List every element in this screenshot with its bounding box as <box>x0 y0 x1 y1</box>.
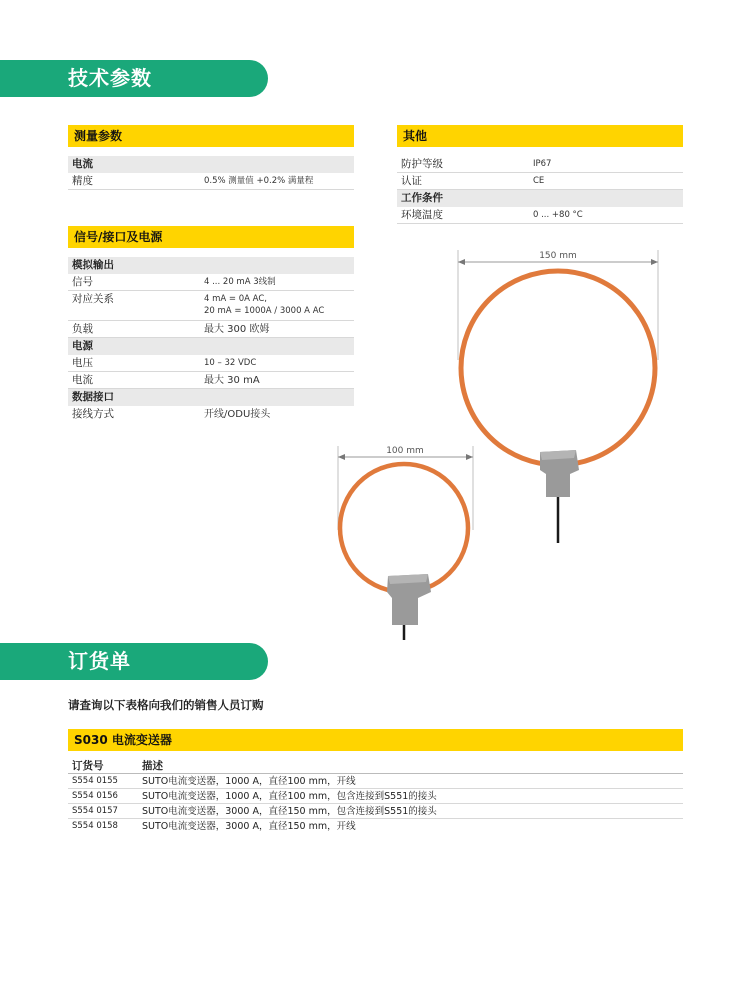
large-sensor-head <box>540 450 579 497</box>
protection-label: 防护等级 <box>401 158 443 170</box>
measure-header: 测量参数 <box>68 125 354 147</box>
accuracy-value: 0.5% 测量值 +0.2% 满量程 <box>204 176 314 186</box>
signal-header: 信号/接口及电源 <box>68 226 354 248</box>
table-row <box>68 789 683 804</box>
relation-label: 对应关系 <box>72 293 114 305</box>
order-code: S554 0155 <box>72 776 118 786</box>
load-value: 最大 300 欧姆 <box>204 324 270 335</box>
wiring-value: 开线/ODU接头 <box>204 409 271 420</box>
group-label: 数据接口 <box>72 391 114 403</box>
small-sensor-ring <box>340 464 468 592</box>
relation-value-line2: 20 mA = 1000A / 3000 A AC <box>204 306 325 316</box>
order-table <box>68 759 683 834</box>
large-dim-label: 150 mm <box>539 251 577 261</box>
group-label: 工作条件 <box>401 192 443 204</box>
large-dimension-line <box>458 250 658 360</box>
order-desc: SUTO电流变送器，3000 A，直径150 mm，开线 <box>142 821 356 832</box>
relation-value-line1: 4 mA = 0A AC, <box>204 294 267 304</box>
group-label: 电源 <box>72 340 93 352</box>
voltage-value: 10 – 32 VDC <box>204 358 257 368</box>
order-banner: 订货单 <box>0 643 268 680</box>
order-note: 请查询以下表格向我们的销售人员订购 <box>68 698 264 712</box>
cert-label: 认证 <box>401 175 422 187</box>
order-desc: SUTO电流变送器，1000 A，直径100 mm，包含连接到S551的接头 <box>142 791 437 802</box>
cert-value: CE <box>533 176 545 186</box>
col-desc-header: 描述 <box>142 760 163 772</box>
voltage-label: 电压 <box>72 357 93 369</box>
accuracy-label: 精度 <box>72 175 93 187</box>
signal-value: 4 ... 20 mA 3线制 <box>204 277 276 287</box>
table-row <box>68 819 683 834</box>
table-row <box>68 774 683 789</box>
order-code: S554 0158 <box>72 821 118 831</box>
order-desc: SUTO电流变送器，3000 A，直径150 mm，包含连接到S551的接头 <box>142 806 437 817</box>
table-row <box>68 804 683 819</box>
large-sensor-ring <box>461 271 655 465</box>
order-code: S554 0156 <box>72 791 118 801</box>
order-desc: SUTO电流变送器，1000 A，直径100 mm，开线 <box>142 776 356 787</box>
temp-value: 0 ... +80 °C <box>533 210 583 220</box>
current-label: 电流 <box>72 374 93 386</box>
order-header: S030 电流变送器 <box>68 729 683 751</box>
order-code: S554 0157 <box>72 806 118 816</box>
tech-params-banner: 技术参数 <box>0 60 268 97</box>
group-label: 电流 <box>72 158 93 170</box>
small-dim-label: 100 mm <box>386 446 424 456</box>
signal-label: 信号 <box>72 276 93 288</box>
wiring-label: 接线方式 <box>72 408 114 420</box>
load-label: 负载 <box>72 323 93 335</box>
group-label: 模拟输出 <box>72 259 114 271</box>
current-value: 最大 30 mA <box>204 375 260 386</box>
protection-value: IP67 <box>533 159 552 169</box>
other-header: 其他 <box>397 125 683 147</box>
small-sensor-head <box>387 574 431 625</box>
col-code-header: 订货号 <box>72 760 104 772</box>
temp-label: 环境温度 <box>401 209 443 221</box>
order-table-head <box>68 759 683 774</box>
